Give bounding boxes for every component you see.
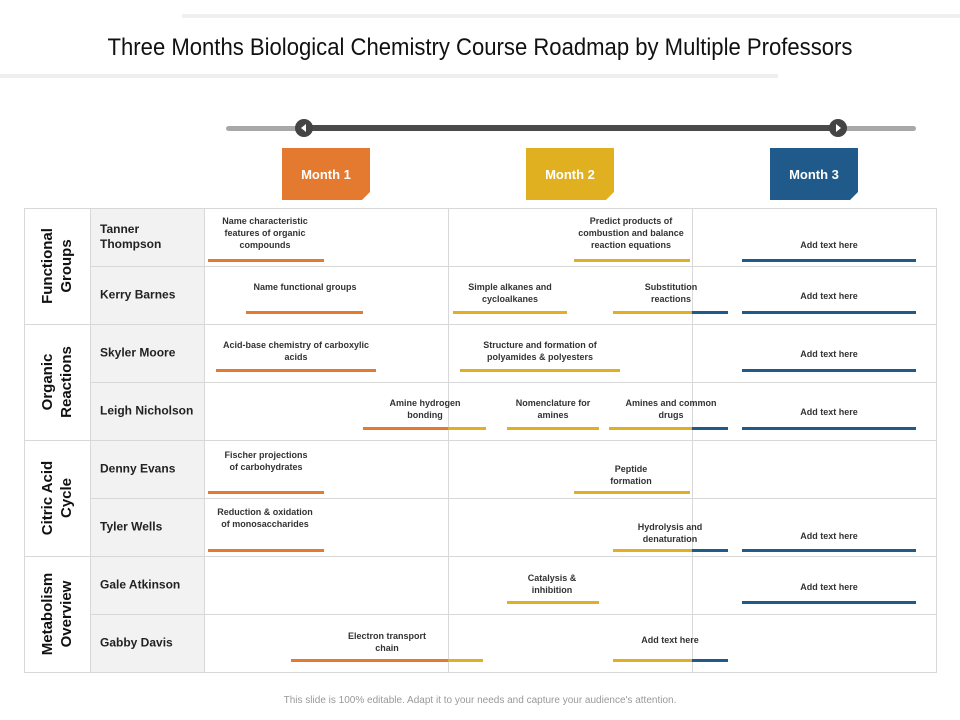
- category-organic-reactions: Organic Reactions: [39, 346, 75, 418]
- task-bar: [208, 259, 324, 262]
- task-label: Substitution reactions: [644, 282, 698, 304]
- grid-line: [24, 556, 937, 557]
- task-bar: [574, 259, 690, 262]
- grid-line: [448, 208, 449, 673]
- month-3-label: Month 3: [789, 166, 839, 182]
- grid-line: [24, 672, 937, 673]
- task-bar: [208, 491, 324, 494]
- task-bar: [742, 549, 916, 552]
- task-bar: [574, 491, 690, 494]
- task-label: Add text here: [800, 349, 858, 359]
- task-label: Reduction & oxidation of monosaccharides: [217, 507, 313, 529]
- task-label: Electron transport chain: [347, 631, 426, 653]
- professor-cell: [90, 498, 204, 556]
- footer-note: This slide is 100% editable. Adapt it to your needs and capture your audience's attention.: [283, 695, 677, 706]
- grid-line: [90, 498, 937, 499]
- timeline-progress: [304, 125, 838, 131]
- task-label: Name functional groups: [253, 282, 357, 292]
- decor-line-top: [182, 14, 960, 18]
- professor-cell: [90, 556, 204, 614]
- professor-cell: [90, 324, 204, 382]
- task-bar: [246, 311, 363, 314]
- grid-line: [692, 208, 693, 673]
- task-bar: [507, 427, 599, 430]
- month-2-tab: [526, 148, 614, 200]
- task-bar: [692, 659, 728, 662]
- professor-name: Denny Evans: [100, 461, 176, 476]
- task-bar: [742, 259, 916, 262]
- task-bar: [613, 549, 692, 552]
- task-bar: [613, 311, 692, 314]
- professor-cell: [90, 382, 204, 440]
- professor-name: Gale Atkinson: [100, 577, 181, 592]
- professor-cell: [90, 208, 204, 266]
- professor-name: Kerry Barnes: [100, 287, 176, 302]
- professor-cell: [90, 440, 204, 498]
- task-label: Hydrolysis and denaturation: [637, 522, 703, 544]
- task-label: Acid-base chemistry of carboxylic acids: [222, 340, 370, 362]
- task-bar: [742, 601, 916, 604]
- task-label: Predict products of combustion and balance reaction equations: [578, 216, 684, 250]
- timeline-start-knob-icon: [295, 119, 313, 137]
- task-bar: [507, 601, 599, 604]
- task-label: Add text here: [800, 407, 858, 417]
- grid-line: [204, 208, 205, 673]
- category-metabolism-overview: Metabolism Overview: [39, 572, 75, 656]
- grid-line: [24, 208, 937, 209]
- task-bar: [363, 427, 448, 430]
- professor-cell: [90, 614, 204, 672]
- professor-name: Tyler Wells: [100, 519, 163, 534]
- task-bar: [460, 369, 620, 372]
- category-cell: [24, 556, 90, 672]
- grid-line: [90, 208, 91, 673]
- month-2-label: Month 2: [545, 166, 595, 182]
- page-title: Three Months Biological Chemistry Course Roadmap by Multiple Professors: [107, 34, 853, 61]
- grid-line: [936, 208, 937, 673]
- category-functional-groups: Functional Groups: [39, 228, 75, 304]
- timeline-end-knob-icon: [829, 119, 847, 137]
- task-label: Structure and formation of polyamides & polyesters: [483, 340, 597, 362]
- task-label: Peptide formation: [610, 464, 652, 486]
- month-1-tab: [282, 148, 370, 200]
- grid-line: [24, 208, 25, 673]
- grid-line: [24, 324, 937, 325]
- grid-line: [90, 614, 937, 615]
- task-bar: [208, 549, 324, 552]
- month-1-label: Month 1: [301, 166, 351, 182]
- task-label: Add text here: [800, 240, 858, 250]
- task-label: Add text here: [800, 291, 858, 301]
- task-bar: [692, 549, 728, 552]
- grid-line: [90, 266, 937, 267]
- task-label: Amines and common drugs: [625, 398, 717, 420]
- grid-line: [24, 440, 937, 441]
- task-label: Simple alkanes and cycloalkanes: [468, 282, 552, 304]
- task-bar: [291, 659, 448, 662]
- professor-name: Gabby Davis: [100, 635, 173, 650]
- task-bar: [448, 427, 486, 430]
- task-bar: [613, 659, 692, 662]
- professor-name: Skyler Moore: [100, 345, 176, 360]
- decor-line-bottom: [0, 74, 778, 78]
- professor-name: Tanner Thompson: [100, 222, 162, 251]
- month-3-tab: [770, 148, 858, 200]
- task-bar: [742, 427, 916, 430]
- category-cell: [24, 324, 90, 440]
- category-citric-acid-cycle: Citric Acid Cycle: [39, 460, 75, 536]
- task-label: Add text here: [800, 582, 858, 592]
- task-label: Add text here: [641, 635, 699, 645]
- task-label: Amine hydrogen bonding: [389, 398, 461, 420]
- task-bar: [742, 369, 916, 372]
- category-cell: [24, 440, 90, 556]
- task-label: Catalysis & inhibition: [527, 573, 577, 595]
- task-label: Nomenclature for amines: [515, 398, 591, 420]
- task-bar: [448, 659, 483, 662]
- task-bar: [453, 311, 567, 314]
- professor-name: Leigh Nicholson: [100, 403, 194, 418]
- task-bar: [216, 369, 376, 372]
- task-bar: [742, 311, 916, 314]
- task-bar: [692, 427, 728, 430]
- task-bar: [609, 427, 692, 430]
- grid-line: [90, 382, 937, 383]
- task-bar: [692, 311, 728, 314]
- task-label: Fischer projections of carbohydrates: [224, 450, 308, 472]
- professor-cell: [90, 266, 204, 324]
- task-label: Name characteristic features of organic compounds: [222, 216, 308, 250]
- category-cell: [24, 208, 90, 324]
- task-label: Add text here: [800, 531, 858, 541]
